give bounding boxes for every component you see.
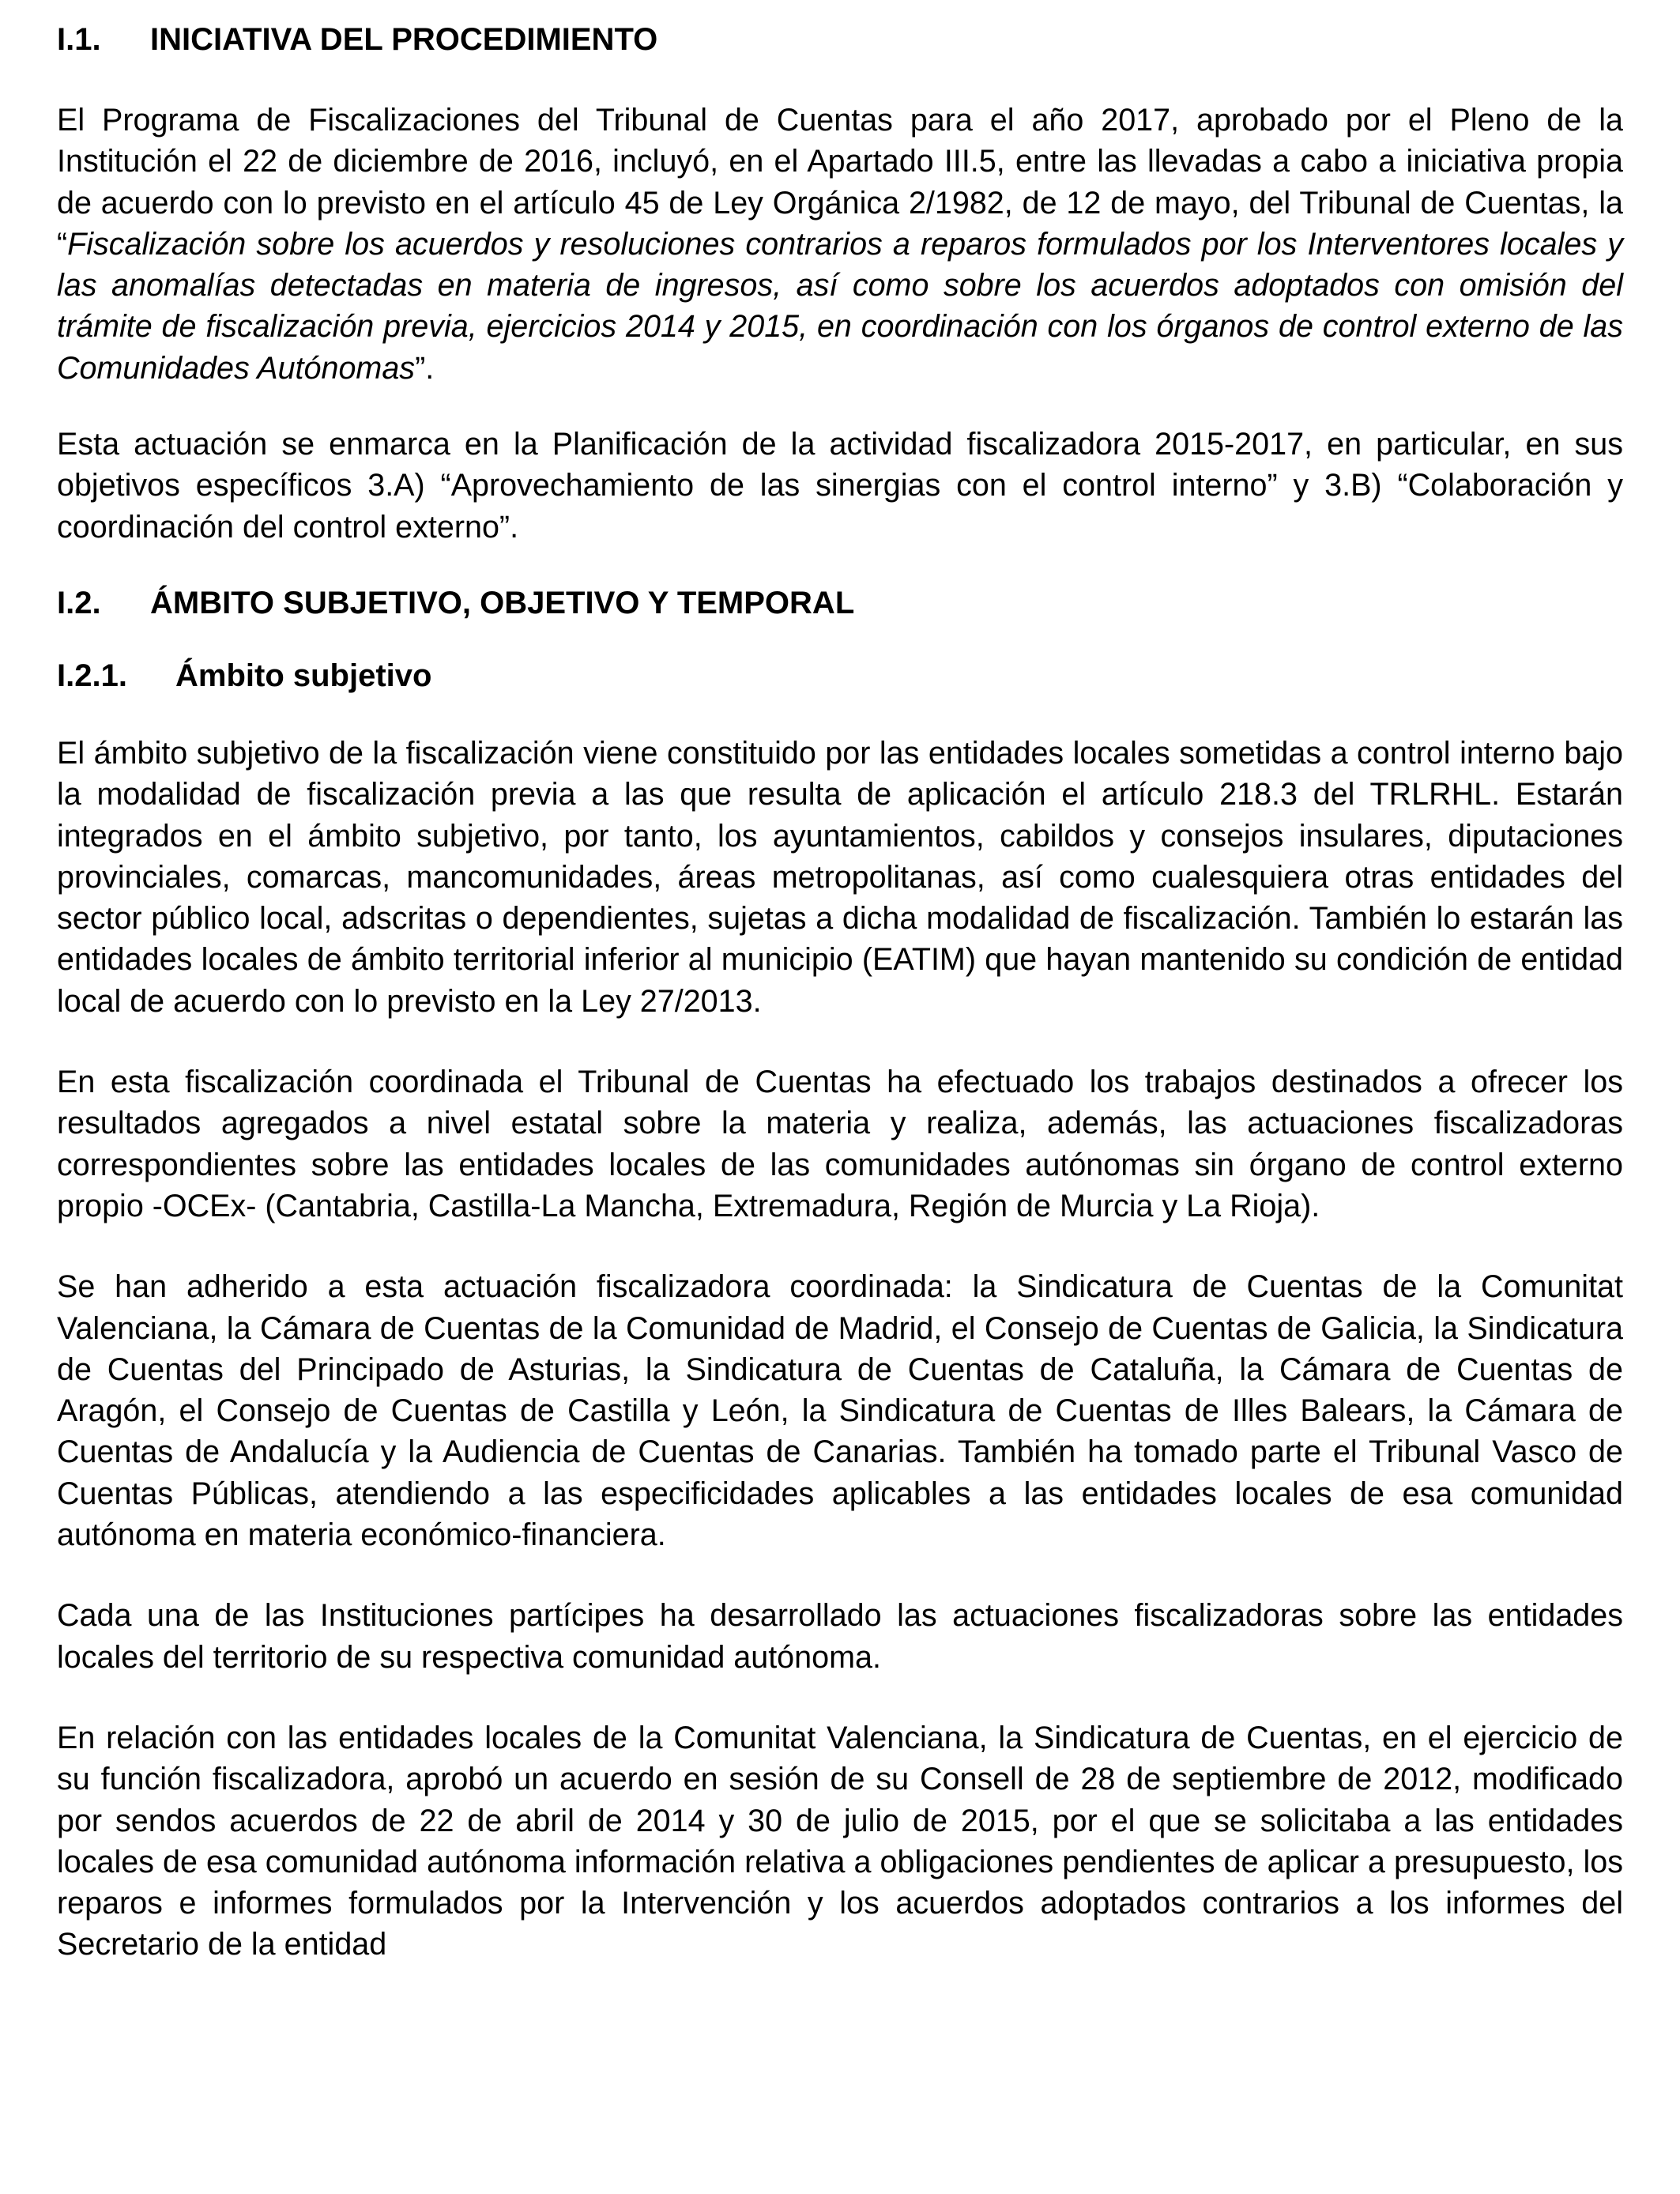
section-heading-1-2 [57,582,1623,624]
paragraph-text: ”. [415,350,435,386]
section-title: Ámbito subjetivo [175,658,432,693]
paragraph-italic-quote: Fiscalización sobre los acuerdos y resoluciones contrarios a reparos formulados por los Interventores locales y las anomalías detectadas en materia de ingresos, así como sobre los acuerdos adoptados con omisión del trámite de fiscalización previa, ejercicios 2014 y 2015, en coordinación con los órganos de control externo de las Comunidades Autónomas [57,226,1623,386]
paragraph-ambito-subjetivo: El ámbito subjetivo de la fiscalización viene constituido por las entidades locales sometidas a control interno bajo la modalidad de fiscalización previa a las que resulta de aplicación el artículo 218.3 del TRLRHL. Estarán integrados en el ámbito subjetivo, por tanto, los ayuntamientos, cabildos y consejos insulares, diputaciones provinciales, comarcas, mancomunidades, áreas metropolitanas, así como cualesquiera otras entidades del sector público local, adscritas o dependientes, sujetas a dicha modalidad de fiscalización. También lo estarán las entidades locales de ámbito territorial inferior al municipio (EATIM) que hayan mantenido su condición de entidad local de acuerdo con lo previsto en la Ley 27/2013. [57,735,1623,1019]
paragraph-iniciativa [57,100,1623,389]
document-page [57,19,1623,1966]
section-heading-1-2-1 [57,655,1623,696]
paragraph-text: El Programa de Fiscalizaciones del Tribunal de Cuentas para el año 2017, aprobado por el Pleno de la Institución el 22 de diciembre de 2016, incluyó, en el Apartado III.5, entre las llevadas a cabo a iniciativa propia de acuerdo con lo previsto en el artículo 45 de Ley Orgánica 2/1982, de 12 de mayo, del Tribunal de Cuentas, la “ [57,103,1623,262]
section-heading-1-1 [57,19,1623,60]
section-title: INICIATIVA DEL PROCEDIMIENTO [150,22,658,57]
paragraph-fiscalizacion-coordinada: En esta fiscalización coordinada el Tribunal de Cuentas ha efectuado los trabajos destinados a ofrecer los resultados agregados a nivel estatal sobre la materia y realiza, además, las actuaciones fiscalizadoras correspondientes sobre las entidades locales de las comunidades autónomas sin órgano de control externo propio -OCEx- (Cantabria, Castilla-La Mancha, Extremadura, Región de Murcia y La Rioja). [57,1065,1623,1223]
paragraph-planificacion: Esta actuación se enmarca en la Planificación de la actividad fiscalizadora 2015-2017, en particular, en sus objetivos específicos 3.A) “Aprovechamiento de las sinergias con el control interno” y 3.B) “Colaboración y coordinación del control externo”. [57,427,1623,545]
paragraph-instituciones: Cada una de las Instituciones partícipes ha desarrollado las actuaciones fiscalizadoras sobre las entidades locales del territorio de su respectiva comunidad autónoma. [57,1598,1623,1675]
paragraph-adhesiones: Se han adherido a esta actuación fiscalizadora coordinada: la Sindicatura de Cuentas de la Comunitat Valenciana, la Cámara de Cuentas de la Comunidad de Madrid, el Consejo de Cuentas de Galicia, la Sindicatura de Cuentas del Principado de Asturias, la Sindicatura de Cuentas de Cataluña, la Cámara de Cuentas de Aragón, el Consejo de Cuentas de Castilla y León, la Sindicatura de Cuentas de Illes Balears, la Cámara de Cuentas de Andalucía y la Audiencia de Cuentas de Canarias. También ha tomado parte el Tribunal Vasco de Cuentas Públicas, atendiendo a las especificidades aplicables a las entidades locales de esa comunidad autónoma en materia económico-financiera. [57,1269,1623,1553]
section-title: ÁMBITO SUBJETIVO, OBJETIVO Y TEMPORAL [150,585,855,620]
section-number: I.1. [57,22,101,57]
paragraph-comunitat-valenciana: En relación con las entidades locales de la Comunitat Valenciana, la Sindicatura de Cuentas, en el ejercicio de su función fiscalizadora, aprobó un acuerdo en sesión de su Consell de 28 de septiembre de 2012, modificado por sendos acuerdos de 22 de abril de 2014 y 30 de julio de 2015, por el que se solicitaba a las entidades locales de esa comunidad autónoma información relativa a obligaciones pendientes de aplicar a presupuesto, los reparos e informes formulados por la Intervención y los acuerdos adoptados contrarios a los informes del Secretario de la entidad [57,1720,1623,1962]
section-number: I.2.1. [57,658,127,693]
section-number: I.2. [57,585,101,620]
